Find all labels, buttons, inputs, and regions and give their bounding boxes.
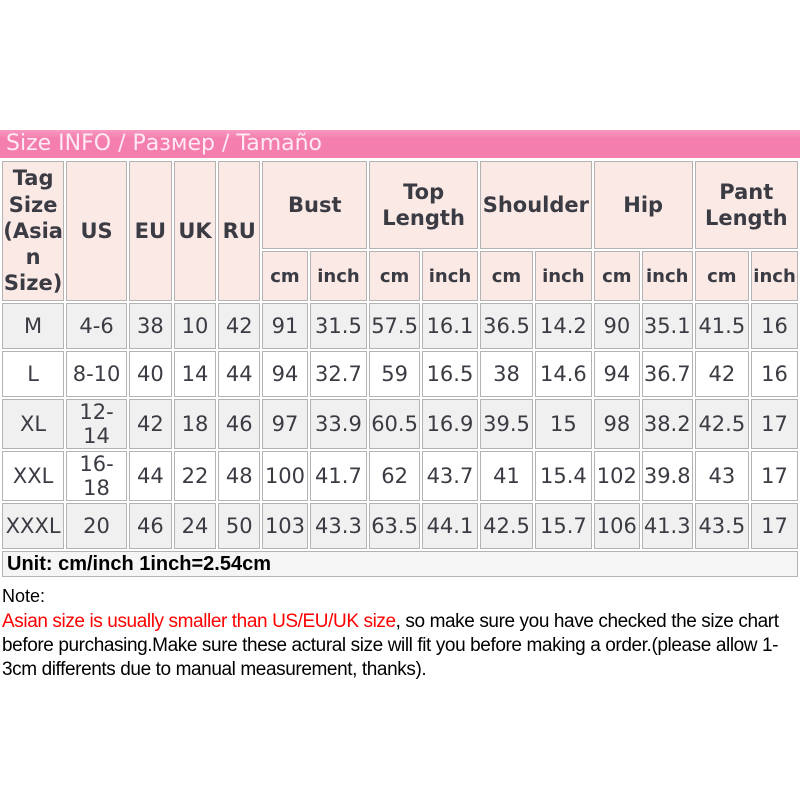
unit-row bbox=[2, 551, 798, 577]
size-value-cell: 103 bbox=[262, 503, 307, 549]
col-header-tag-size: Tag Size (Asian Size) bbox=[2, 161, 64, 301]
note-paragraph bbox=[2, 610, 798, 682]
size-value-cell: 42.5 bbox=[695, 399, 750, 449]
size-value-cell: 17 bbox=[751, 399, 798, 449]
size-value-cell: 48 bbox=[218, 451, 260, 501]
size-value-cell: 59 bbox=[369, 351, 420, 397]
size-value-cell: 41.7 bbox=[310, 451, 368, 501]
size-value-cell: 42 bbox=[695, 351, 750, 397]
size-value-cell: 10 bbox=[174, 303, 216, 349]
size-value-cell: 41.5 bbox=[695, 303, 750, 349]
note-label: Note: bbox=[2, 586, 46, 606]
col-header-shoulder: Shoulder bbox=[480, 161, 592, 249]
size-value-cell: 14 bbox=[174, 351, 216, 397]
size-value-cell: 42 bbox=[218, 303, 260, 349]
size-chart-body bbox=[2, 303, 798, 549]
subheader-shoulder-cm: cm bbox=[480, 251, 533, 301]
subheader-shoulder-inch: inch bbox=[535, 251, 592, 301]
size-value-cell: 33.9 bbox=[310, 399, 368, 449]
size-value-cell: 94 bbox=[262, 351, 307, 397]
size-value-cell: 94 bbox=[594, 351, 640, 397]
table-row bbox=[2, 451, 798, 501]
tag-size-cell: XXXL bbox=[2, 503, 64, 549]
size-value-cell: 42 bbox=[129, 399, 172, 449]
size-value-cell: 46 bbox=[129, 503, 172, 549]
size-value-cell: 40 bbox=[129, 351, 172, 397]
table-row bbox=[2, 503, 798, 549]
size-value-cell: 50 bbox=[218, 503, 260, 549]
size-value-cell: 16-18 bbox=[66, 451, 127, 501]
subheader-hip-cm: cm bbox=[594, 251, 640, 301]
table-row bbox=[2, 303, 798, 349]
size-value-cell: 41.3 bbox=[642, 503, 693, 549]
size-value-cell: 16.9 bbox=[422, 399, 478, 449]
tag-size-cell: L bbox=[2, 351, 64, 397]
header-row-groups bbox=[2, 161, 798, 249]
size-value-cell: 44 bbox=[218, 351, 260, 397]
size-value-cell: 100 bbox=[262, 451, 307, 501]
subheader-bust-cm: cm bbox=[262, 251, 307, 301]
size-info-title: Size INFO / Размер / Tamaño bbox=[6, 131, 323, 156]
size-value-cell: 38.2 bbox=[642, 399, 693, 449]
size-value-cell: 41 bbox=[480, 451, 533, 501]
size-value-cell: 91 bbox=[262, 303, 307, 349]
tag-size-cell: M bbox=[2, 303, 64, 349]
col-header-eu: EU bbox=[129, 161, 172, 301]
size-value-cell: 16 bbox=[751, 351, 798, 397]
note-highlight-text: Asian size is usually smaller than US/EU/UK size bbox=[2, 611, 396, 632]
subheader-top-inch: inch bbox=[422, 251, 478, 301]
size-value-cell: 32.7 bbox=[310, 351, 368, 397]
size-value-cell: 31.5 bbox=[310, 303, 368, 349]
size-chart-header bbox=[2, 161, 798, 301]
col-header-hip: Hip bbox=[594, 161, 693, 249]
size-value-cell: 62 bbox=[369, 451, 420, 501]
size-value-cell: 38 bbox=[480, 351, 533, 397]
size-value-cell: 15 bbox=[535, 399, 592, 449]
size-value-cell: 102 bbox=[594, 451, 640, 501]
table-row bbox=[2, 351, 798, 397]
size-value-cell: 17 bbox=[751, 503, 798, 549]
size-value-cell: 60.5 bbox=[369, 399, 420, 449]
size-value-cell: 46 bbox=[218, 399, 260, 449]
size-value-cell: 43.5 bbox=[695, 503, 750, 549]
tag-size-cell: XXL bbox=[2, 451, 64, 501]
subheader-pant-cm: cm bbox=[695, 251, 750, 301]
subheader-hip-inch: inch bbox=[642, 251, 693, 301]
size-value-cell: 98 bbox=[594, 399, 640, 449]
col-header-top-length: Top Length bbox=[369, 161, 478, 249]
col-header-bust: Bust bbox=[262, 161, 367, 249]
size-value-cell: 42.5 bbox=[480, 503, 533, 549]
subheader-top-cm: cm bbox=[369, 251, 420, 301]
table-row bbox=[2, 399, 798, 449]
col-header-uk: UK bbox=[174, 161, 216, 301]
size-value-cell: 20 bbox=[66, 503, 127, 549]
size-value-cell: 36.5 bbox=[480, 303, 533, 349]
size-value-cell: 14.2 bbox=[535, 303, 592, 349]
size-value-cell: 8-10 bbox=[66, 351, 127, 397]
size-chart-table bbox=[0, 159, 800, 579]
size-value-cell: 39.5 bbox=[480, 399, 533, 449]
col-header-us: US bbox=[66, 161, 127, 301]
col-header-ru: RU bbox=[218, 161, 260, 301]
size-value-cell: 43.3 bbox=[310, 503, 368, 549]
size-info-title-bar bbox=[0, 130, 800, 158]
size-value-cell: 24 bbox=[174, 503, 216, 549]
size-value-cell: 39.8 bbox=[642, 451, 693, 501]
size-value-cell: 44.1 bbox=[422, 503, 478, 549]
size-value-cell: 15.4 bbox=[535, 451, 592, 501]
subheader-bust-inch: inch bbox=[310, 251, 368, 301]
size-value-cell: 97 bbox=[262, 399, 307, 449]
size-value-cell: 4-6 bbox=[66, 303, 127, 349]
size-value-cell: 16.5 bbox=[422, 351, 478, 397]
size-value-cell: 44 bbox=[129, 451, 172, 501]
size-value-cell: 14.6 bbox=[535, 351, 592, 397]
size-value-cell: 63.5 bbox=[369, 503, 420, 549]
size-value-cell: 15.7 bbox=[535, 503, 592, 549]
size-value-cell: 16.1 bbox=[422, 303, 478, 349]
size-value-cell: 106 bbox=[594, 503, 640, 549]
size-value-cell: 12-14 bbox=[66, 399, 127, 449]
tag-size-cell: XL bbox=[2, 399, 64, 449]
size-value-cell: 18 bbox=[174, 399, 216, 449]
size-value-cell: 57.5 bbox=[369, 303, 420, 349]
size-value-cell: 22 bbox=[174, 451, 216, 501]
size-value-cell: 90 bbox=[594, 303, 640, 349]
size-value-cell: 38 bbox=[129, 303, 172, 349]
size-value-cell: 16 bbox=[751, 303, 798, 349]
col-header-pant-length: Pant Length bbox=[695, 161, 798, 249]
note-rest-text: , so make sure you have checked the size chart before purchasing.Make sure these actural size will fit you before making a order.(please allow 1-3cm differents due to manual measurement, thanks). bbox=[2, 611, 779, 680]
size-chart-footer bbox=[2, 551, 798, 577]
size-value-cell: 43.7 bbox=[422, 451, 478, 501]
note-section bbox=[0, 586, 800, 682]
size-value-cell: 17 bbox=[751, 451, 798, 501]
size-info-panel bbox=[0, 130, 800, 682]
unit-note: Unit: cm/inch 1inch=2.54cm bbox=[2, 551, 798, 577]
size-value-cell: 36.7 bbox=[642, 351, 693, 397]
size-value-cell: 43 bbox=[695, 451, 750, 501]
subheader-pant-inch: inch bbox=[751, 251, 798, 301]
size-value-cell: 35.1 bbox=[642, 303, 693, 349]
